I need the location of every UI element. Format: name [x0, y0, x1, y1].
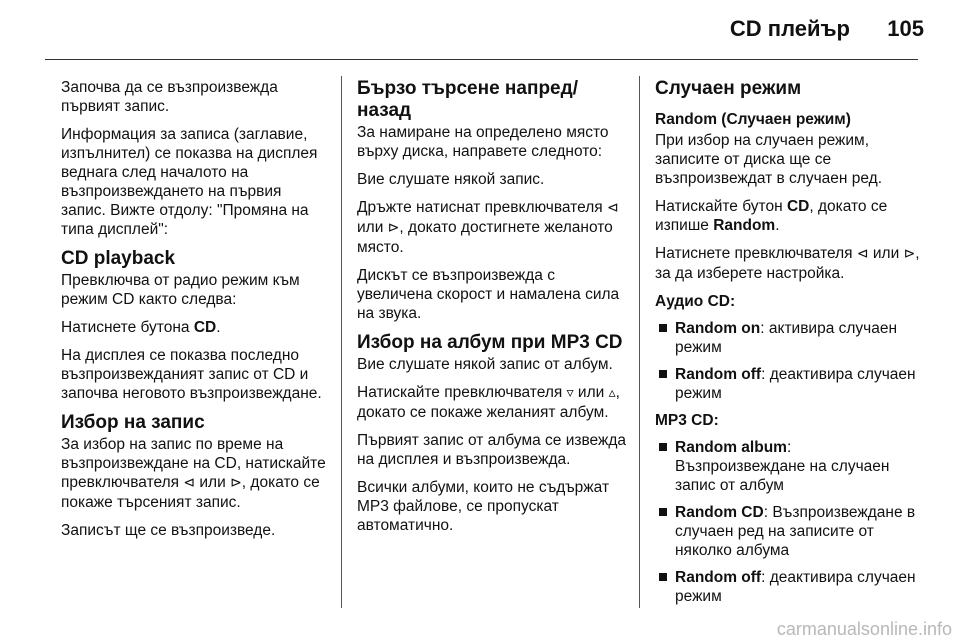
bullet-square-icon [659, 573, 667, 581]
up-arrow-icon: ▵ [608, 385, 616, 401]
album-paragraph-2: Натискайте превключвателя ▿ или ▵, докато се покаже желаният албум. [357, 384, 620, 421]
seek-left-icon: ⊲ [856, 246, 869, 262]
bullet-square-icon [659, 508, 667, 516]
playback-paragraph-2: Натиснете бутона CD. [61, 319, 221, 336]
intro-paragraph-1: Започва да се възпроизвежда първият запис. [61, 79, 278, 115]
intro-paragraph-2: Информация за записа (заглавие, изпълнител) се показва на дисплея веднага след началото на възпроизвеждането на първия запис. Вижте отдолу: "Промяна на типа дисплей": [61, 126, 318, 238]
list-item: Random CD: Възпроизвеждане в случаен ред на записите от няколко албума [655, 503, 923, 560]
mp3-cd-label: MP3 CD: [655, 412, 719, 429]
audio-cd-options [655, 319, 923, 403]
bullet-square-icon [659, 324, 667, 332]
seek-right-icon: ⊳ [387, 220, 400, 236]
header-divider [45, 59, 918, 60]
subheading-random: Random (Случаен режим) [655, 111, 851, 128]
random-display-label: Random [713, 217, 776, 234]
mp3-cd-options [655, 438, 923, 606]
select-paragraph-1: За избор на запис по време на възпроизвеждане на CD, натискайте превключвателя ⊲ или ⊳, докато се покаже търсеният запис. [61, 436, 326, 511]
heading-random-mode: Случаен режим [655, 78, 802, 99]
audio-cd-label: Аудио CD: [655, 293, 736, 310]
column-1 [61, 78, 329, 549]
bullet-square-icon [659, 370, 667, 378]
seek-paragraph-1: За намиране на определено място върху диска, направете следното: [357, 124, 609, 160]
heading-cd-playback: CD playback [61, 248, 176, 269]
list-item: Random album: Възпроизвеждане на случаен запис от албум [655, 438, 923, 495]
random-paragraph-1: При избор на случаен режим, записите от диска ще се възпроизвеждат в случаен ред. [655, 132, 883, 187]
column-divider-2 [639, 76, 640, 608]
heading-fast-seek: Бързо търсене напред/назад [357, 78, 578, 121]
bullet-square-icon [659, 443, 667, 451]
seek-paragraph-4: Дискът се възпроизвежда с увеличена скорост и намалена сила на звука. [357, 267, 620, 322]
select-paragraph-2: Записът ще се възпроизведе. [61, 522, 276, 539]
down-arrow-icon: ▿ [566, 385, 574, 401]
heading-track-select: Избор на запис [61, 412, 205, 433]
column-divider-1 [341, 76, 342, 608]
column-3 [655, 78, 923, 614]
list-item: Random off: деактивира случаен режим [655, 568, 923, 606]
random-paragraph-3: Натиснете превключвателя ⊲ или ⊳, за да изберете настройка. [655, 245, 920, 282]
seek-right-icon: ⊳ [903, 246, 916, 262]
column-2 [357, 78, 629, 544]
page-number: 105 [887, 16, 924, 41]
seek-left-icon: ⊲ [183, 475, 196, 491]
album-paragraph-3: Първият запис от албума се извежда на дисплея и възпроизвежда. [357, 432, 627, 468]
seek-right-icon: ⊳ [230, 475, 242, 491]
seek-left-icon: ⊲ [606, 200, 619, 216]
cd-button-label: CD [786, 198, 810, 215]
album-paragraph-1: Вие слушате някой запис от албум. [357, 356, 613, 373]
list-item: Random on: активира случаен режим [655, 319, 923, 357]
page-header-title: CD плейър [729, 16, 850, 41]
watermark: carmanualsonline.info [776, 619, 952, 639]
playback-paragraph-1: Превключва от радио режим към режим CD както следва: [61, 272, 300, 308]
seek-paragraph-2: Вие слушате някой запис. [357, 171, 545, 188]
list-item: Random off: деактивира случаен режим [655, 365, 923, 403]
playback-paragraph-3: На дисплея се показва последно възпроизвежданият запис от CD и започва неговото възпроизвеждане. [61, 347, 322, 402]
seek-paragraph-3: Дръжте натиснат превключвателя ⊲ или ⊳, докато достигнете желаното място. [357, 199, 619, 256]
heading-album-select: Избор на албум при MP3 CD [357, 332, 623, 353]
cd-button-label: CD [193, 319, 217, 336]
random-paragraph-2: Натискайте бутон CD, докато се изпише Random. [655, 198, 888, 234]
album-paragraph-4: Всички албуми, които не съдържат MP3 файлове, се пропускат автоматично. [357, 479, 610, 534]
